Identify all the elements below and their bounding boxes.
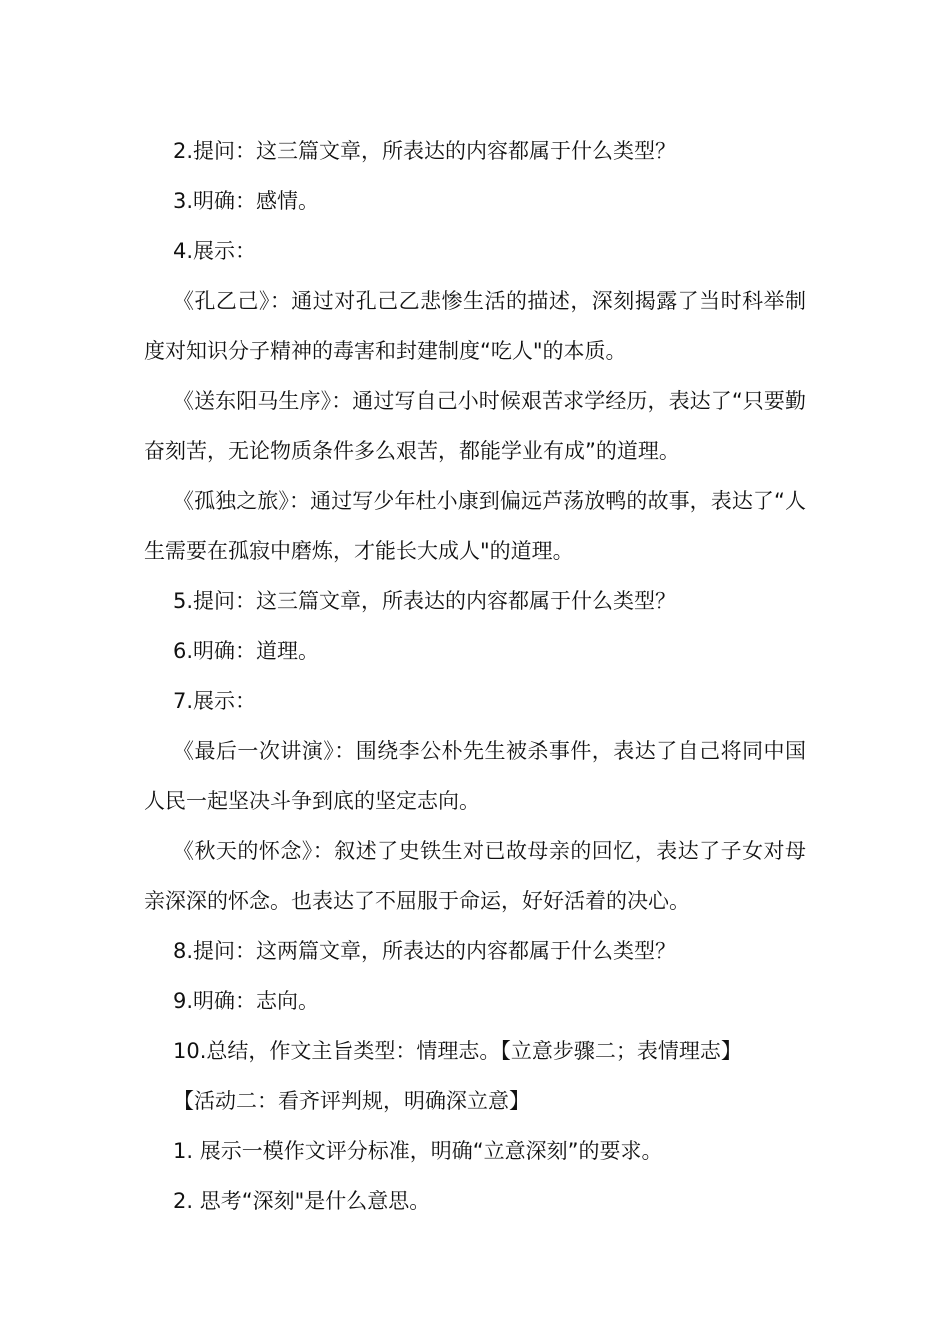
paragraph-step-2: 2. 思考“深刻"是什么意思。 <box>173 1189 431 1213</box>
paragraph-question-5: 5.提问：这三篇文章，所表达的内容都属于什么类型？ <box>173 589 677 613</box>
paragraph-step-1: 1. 展示一模作文评分标准，明确“立意深刻”的要求。 <box>173 1139 663 1163</box>
paragraph-question-8: 8.提问：这两篇文章，所表达的内容都属于什么类型？ <box>173 939 677 963</box>
paragraph-answer-9: 9.明确：志向。 <box>173 989 320 1013</box>
paragraph-qiutian: 《秋天的怀念》：叙述了史铁生对已故母亲的回忆，表达了子女对母亲深深的怀念。也表达了不屈服于命运，好好活着的决心。 <box>144 839 806 913</box>
document-body <box>144 126 806 1226</box>
paragraph-answer-6: 6.明确：道理。 <box>173 639 320 663</box>
paragraph-summary-10: 10.总结，作文主旨类型：情理志。【立意步骤二；表情理志】 <box>173 1039 742 1063</box>
paragraph-zuihou: 《最后一次讲演》：围绕李公朴先生被杀事件，表达了自己将同中国人民一起坚决斗争到底的坚定志向。 <box>144 739 806 813</box>
paragraph-question-2: 2.提问：这三篇文章，所表达的内容都属于什么类型？ <box>173 139 677 163</box>
paragraph-answer-3: 3.明确：感情。 <box>173 189 320 213</box>
paragraph-show-4: 4.展示： <box>173 239 257 263</box>
paragraph-kongyiji: 《孔乙己》：通过对孔己乙悲惨生活的描述，深刻揭露了当时科举制度对知识分子精神的毒害和封建制度“吃人"的本质。 <box>144 289 806 363</box>
paragraph-gudu: 《孤独之旅》：通过写少年杜小康到偏远芦荡放鸭的故事，表达了“人生需要在孤寂中磨炼，才能长大成人"的道理。 <box>144 489 806 563</box>
paragraph-activity-2: 【活动二：看齐评判规，明确深立意】 <box>173 1089 530 1113</box>
paragraph-show-7: 7.展示： <box>173 689 257 713</box>
paragraph-songdongyang: 《送东阳马生序》：通过写自己小时候艰苦求学经历，表达了“只要勤奋刻苦，无论物质条件多么艰苦，都能学业有成”的道理。 <box>144 389 806 463</box>
